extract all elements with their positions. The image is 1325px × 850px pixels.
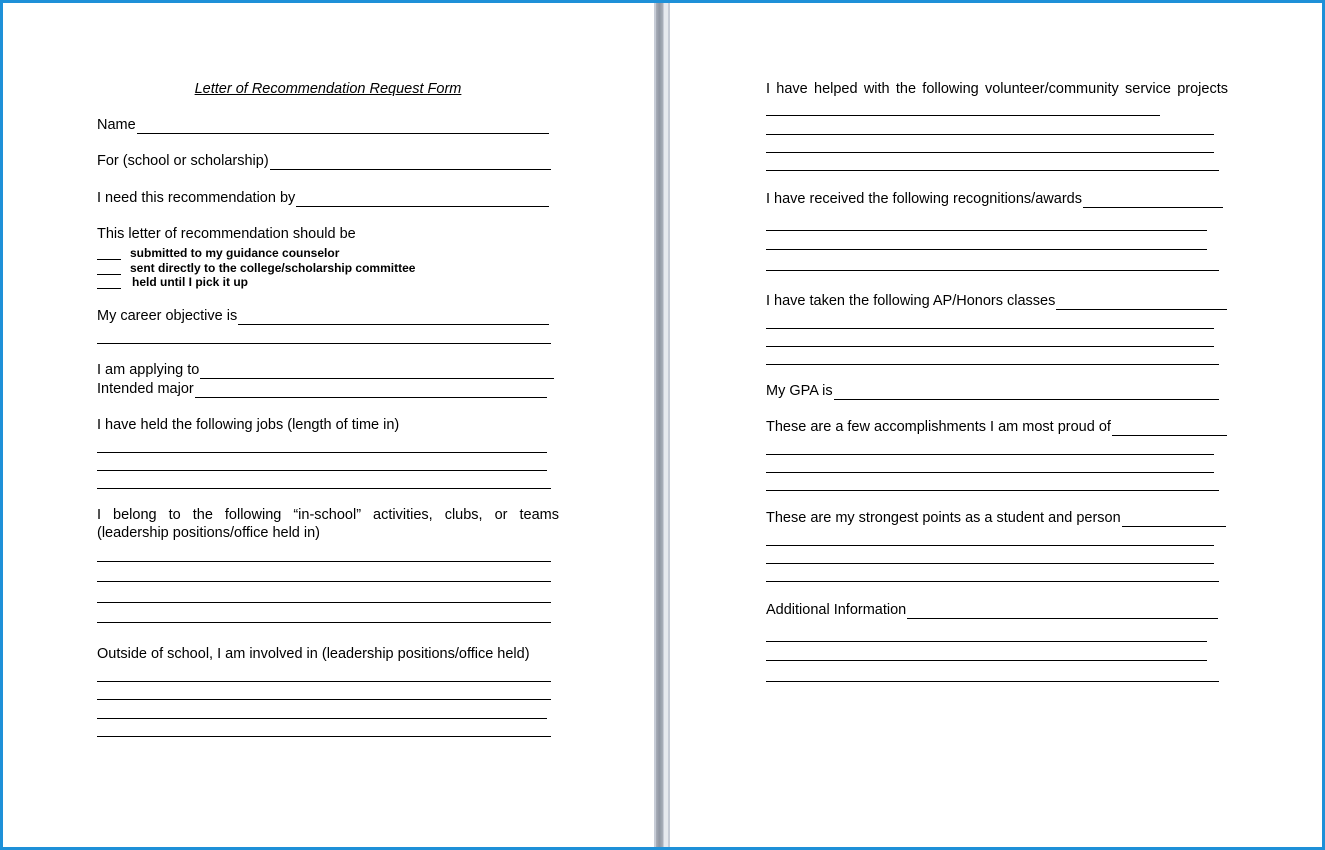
strongest-line-3[interactable] bbox=[766, 563, 1214, 564]
ap-line-4[interactable] bbox=[766, 364, 1219, 365]
name-blank[interactable] bbox=[137, 119, 549, 134]
accomplishments-blank[interactable] bbox=[1112, 421, 1227, 436]
school-field[interactable] bbox=[97, 152, 551, 170]
additional-blank[interactable] bbox=[907, 604, 1218, 619]
career-label: My career objective is bbox=[97, 308, 238, 324]
right-column bbox=[766, 3, 1228, 847]
jobs-line-2[interactable] bbox=[97, 470, 547, 471]
accomplishments-field[interactable] bbox=[766, 418, 1227, 436]
career-blank[interactable] bbox=[238, 310, 549, 325]
need-by-label: I need this recommendation by bbox=[97, 190, 296, 206]
awards-blank[interactable] bbox=[1083, 193, 1223, 208]
ap-line-3[interactable] bbox=[766, 346, 1214, 347]
applying-blank[interactable] bbox=[200, 364, 554, 379]
option-guidance-counselor[interactable] bbox=[97, 246, 339, 260]
need-by-field[interactable] bbox=[97, 189, 549, 207]
activities-line-2[interactable] bbox=[97, 581, 551, 582]
school-label: For (school or scholarship) bbox=[97, 153, 269, 169]
school-blank[interactable] bbox=[270, 155, 551, 170]
activities-line-4[interactable] bbox=[97, 622, 551, 623]
letter-should-be-label: This letter of recommendation should be bbox=[97, 226, 356, 242]
strongest-line-4[interactable] bbox=[766, 581, 1219, 582]
name-field[interactable] bbox=[97, 116, 549, 134]
need-by-blank[interactable] bbox=[296, 192, 549, 207]
jobs-label: I have held the following jobs (length of time in) bbox=[97, 417, 400, 433]
volunteer-label-text: I have helped with the following volunteer/community service projects bbox=[766, 81, 1228, 97]
left-page bbox=[3, 3, 654, 847]
page-gutter bbox=[654, 3, 670, 847]
applying-field[interactable] bbox=[97, 361, 554, 379]
major-blank[interactable] bbox=[195, 383, 547, 398]
additional-line-2[interactable] bbox=[766, 641, 1207, 642]
accomplishments-line-2[interactable] bbox=[766, 454, 1214, 455]
gpa-field[interactable] bbox=[766, 382, 1219, 400]
additional-line-4[interactable] bbox=[766, 681, 1219, 682]
volunteer-line-2[interactable] bbox=[766, 134, 1214, 135]
strongest-line-2[interactable] bbox=[766, 545, 1214, 546]
strongest-field[interactable] bbox=[766, 509, 1226, 527]
ap-label: I have taken the following AP/Honors classes bbox=[766, 293, 1056, 309]
volunteer-line-3[interactable] bbox=[766, 152, 1214, 153]
left-column bbox=[97, 3, 559, 847]
career-line-2[interactable] bbox=[97, 343, 551, 344]
major-field[interactable] bbox=[97, 380, 547, 398]
volunteer-line-4[interactable] bbox=[766, 170, 1219, 171]
outside-label: Outside of school, I am involved in (leadership positions/office held) bbox=[97, 646, 530, 662]
option-checkbox-blank[interactable] bbox=[97, 263, 121, 275]
outside-line-4[interactable] bbox=[97, 736, 551, 737]
awards-line-3[interactable] bbox=[766, 249, 1207, 250]
gpa-label: My GPA is bbox=[766, 383, 833, 399]
strongest-label: These are my strongest points as a student and person bbox=[766, 510, 1121, 526]
gpa-blank[interactable] bbox=[834, 385, 1219, 400]
outside-line-2[interactable] bbox=[97, 699, 551, 700]
outside-line-3[interactable] bbox=[97, 718, 547, 719]
option-label: submitted to my guidance counselor bbox=[130, 246, 340, 260]
additional-line-3[interactable] bbox=[766, 660, 1207, 661]
career-field[interactable] bbox=[97, 307, 549, 325]
option-label: sent directly to the college/scholarship committee bbox=[130, 261, 416, 275]
ap-field[interactable] bbox=[766, 292, 1227, 310]
awards-line-2[interactable] bbox=[766, 230, 1207, 231]
jobs-line-3[interactable] bbox=[97, 488, 551, 489]
ap-blank[interactable] bbox=[1056, 295, 1227, 310]
awards-label: I have received the following recognitions/awards bbox=[766, 191, 1082, 207]
accomplishments-line-3[interactable] bbox=[766, 472, 1214, 473]
outside-line-1[interactable] bbox=[97, 681, 551, 682]
activities-line-3[interactable] bbox=[97, 602, 551, 603]
accomplishments-label: These are a few accomplishments I am most proud of bbox=[766, 419, 1111, 435]
option-checkbox-blank[interactable] bbox=[97, 277, 121, 289]
option-checkbox-blank[interactable] bbox=[97, 248, 121, 260]
name-label: Name bbox=[97, 117, 136, 133]
gutter-highlight bbox=[664, 3, 668, 847]
additional-label: Additional Information bbox=[766, 602, 907, 618]
strongest-blank[interactable] bbox=[1122, 512, 1226, 527]
option-sent-directly[interactable] bbox=[97, 261, 415, 275]
activities-label: I belong to the following “in-school” activities, clubs, or teams (leadership positions/office held in) bbox=[97, 507, 559, 541]
major-label: Intended major bbox=[97, 381, 194, 397]
gutter-shade bbox=[656, 3, 663, 847]
applying-label: I am applying to bbox=[97, 362, 200, 378]
form-title: Letter of Recommendation Request Form bbox=[194, 81, 462, 97]
option-held-until-pickup[interactable] bbox=[97, 275, 248, 289]
activities-line-1[interactable] bbox=[97, 561, 551, 562]
ap-line-2[interactable] bbox=[766, 328, 1214, 329]
jobs-line-1[interactable] bbox=[97, 452, 547, 453]
awards-field[interactable] bbox=[766, 190, 1223, 208]
awards-line-4[interactable] bbox=[766, 270, 1219, 271]
right-page bbox=[670, 3, 1322, 847]
additional-field[interactable] bbox=[766, 601, 1218, 619]
volunteer-label bbox=[766, 80, 1228, 116]
volunteer-blank[interactable] bbox=[766, 101, 1160, 116]
option-label: held until I pick it up bbox=[132, 275, 248, 289]
accomplishments-line-4[interactable] bbox=[766, 490, 1219, 491]
